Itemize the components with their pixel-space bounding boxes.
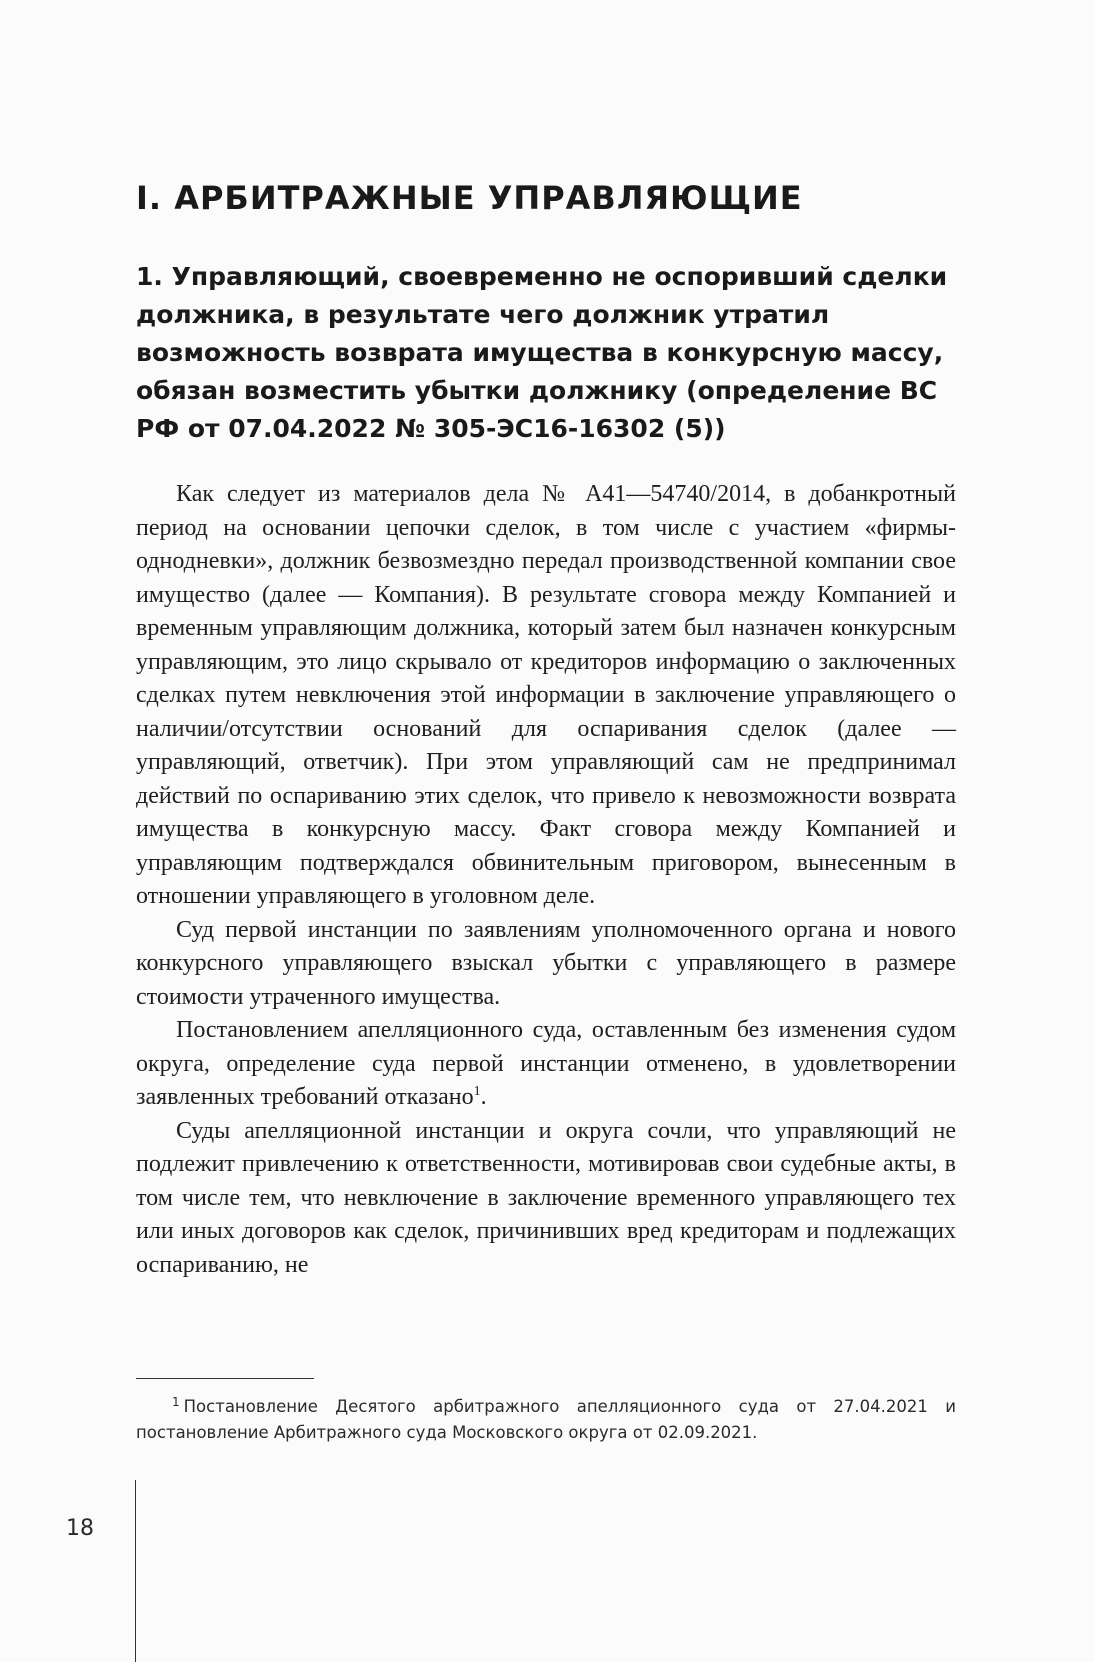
footnote-text: Постановление Десятого арбитражного апелляционного суда от 27.04.2021 и постановление Арбитражного суда Московского округа от 02.09.2021. [136, 1397, 956, 1442]
paragraph-1: Как следует из материалов дела № А41—54740/2014, в добанкротный период на основании цепочки сделок, в том числе с участием «фирмы-однодневки», должник безвозмездно передал производственной компании свое имущество (далее — Компания). В результате сговора между Компанией и временным управляющим должника, который затем был назначен конкурсным управляющим, это лицо скрывало от кредиторов информацию о заключенных сделках путем невключения этой информации в заключение управляющего о наличии/отсутствии оснований для оспаривания сделок (далее — управляющий, ответчик). При этом управляющий сам не предпринимал действий по оспариванию этих сделок, что привело к невозможности возврата имущества в конкурсную массу. Факт сговора между Компанией и управляющим подтверждался обвинительным приговором, вынесенным в отношении управляющего в уголовном деле. [136, 481, 956, 909]
margin-rule [135, 1480, 136, 1662]
paragraph-2: Суд первой инстанции по заявлениям уполномоченного органа и нового конкурсного управляющего взыскал убытки с управляющего в размере стоимости утраченного имущества. [136, 916, 956, 1010]
page-number: 18 [66, 1516, 94, 1541]
paragraph-4: Суды апелляционной инстанции и округа сочли, что управляющий не подлежит привлечению к ответственности, мотивировав свои судебные акты, в том числе тем, что невключение в заключение временного управляющего тех или иных договоров как сделок, причинивших вред кредиторам и подлежащих оспариванию, не [136, 1117, 956, 1278]
section-heading: 1. Управляющий, своевременно не оспоривший сделки должника, в результате чего должник утратил возможность возврата имущества в конкурсную массу, обязан возместить убытки должнику (определение ВС РФ от 07.04.2022 № 305-ЭС16-16302 (5)) [136, 262, 948, 443]
footnote-mark: 1 [172, 1394, 180, 1409]
footnote [136, 1394, 956, 1446]
footnote-reference[interactable]: 1 [473, 1084, 481, 1099]
paragraph-3-end: . [480, 1084, 487, 1110]
chapter-title: I. АРБИТРАЖНЫЕ УПРАВЛЯЮЩИЕ [136, 179, 803, 217]
body-text [136, 478, 956, 1282]
paragraph-3-text: Постановлением апелляционного суда, оставленным без изменения судом округа, определение суда первой инстанции отменено, в удовлетворении заявленных требований отказано [136, 1017, 956, 1110]
footnote-divider [136, 1378, 314, 1379]
paragraph-3 [136, 1014, 956, 1115]
